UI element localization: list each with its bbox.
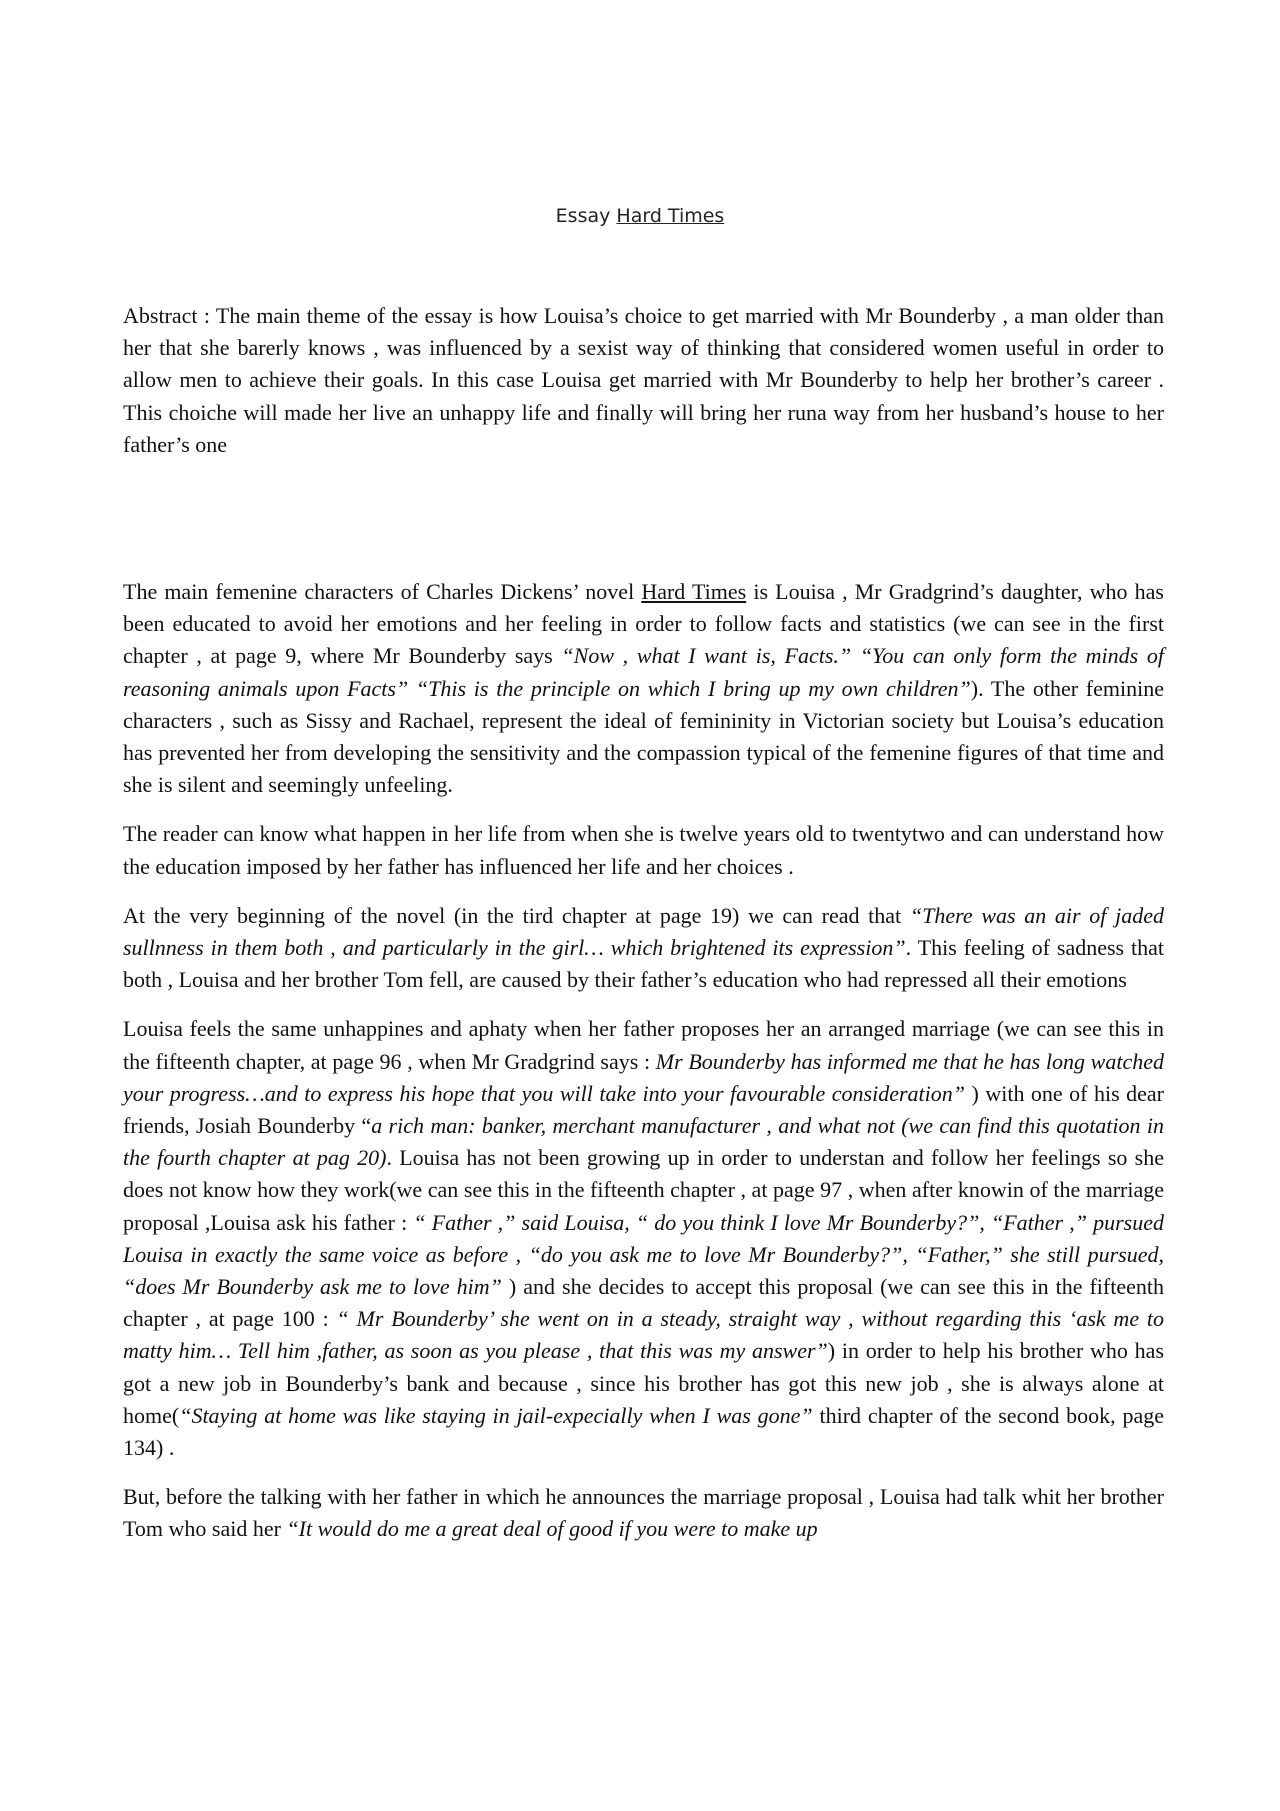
paragraph-1 xyxy=(123,576,1164,801)
paragraph-4 xyxy=(123,1013,1164,1464)
abstract-paragraph: Abstract : The main theme of the essay is how Louisa’s choice to get married with Mr Bounderby , a man older than her that she barerly knows , was influenced by a sexist way of thinking that considered women useful in order to allow men to achieve their goals. In this case Louisa get married with Mr Bounderby to help her brother’s career . This choiche will made her live an unhappy life and finally will bring her runa way from her husband’s house to her father’s one xyxy=(123,303,1164,457)
quotation: “Staying at home was like staying in jail-expecially when I was gone” xyxy=(179,1402,813,1428)
text-run: At the very beginning of the novel (in the tird chapter at page 19) we can read that xyxy=(123,902,910,928)
text-run: ). The other feminine characters , such as Sissy and Rachael, represent the ideal of femininity in Victorian society but Louisa’s education has prevented her from developing the sensitivity and the compassion typical of the femenine figures of that time and she is silent and seemingly unfeeling. xyxy=(123,675,1164,798)
paragraph-3 xyxy=(123,900,1164,997)
novel-title-reference: Hard Times xyxy=(641,579,747,604)
quotation: “ Father ,” said Louisa, “ do you think I love Mr Bounderby?”, “Father ,” pursued Louisa in exactly the same voice as before , “do you ask me to love Mr Bounderby?”, “Father,” she still pursued, “does Mr Bounderby ask me to love him” xyxy=(123,1209,1164,1300)
text-run: . Louisa has not been growing up in order to understan and follow her feelings so she does not know how they work(we can see this in the fifteenth chapter , at page 97 , when after knowin of the marriage proposal ,Louisa ask his father : xyxy=(123,1145,1164,1235)
text-run: is Louisa , Mr Gradgrind’s daughter, who has been educated to avoid her emotions and her feeling in order to follow facts and statistics (we can see in the first chapter , at page 9, where Mr Bounderby says xyxy=(123,579,1164,669)
paragraph-5 xyxy=(123,1481,1164,1545)
text-run: third chapter of the second book, page 134) . xyxy=(123,1402,1165,1461)
quotation: “It would do me a great deal of good if you were to make up xyxy=(286,1516,818,1542)
quotation: “There was an air of jaded sullnness in them both , and particularly in the girl… which brightened its expression” xyxy=(123,902,1164,961)
quotation: “ Mr Bounderby’ she went on in a steady, straight way , without regarding this ‘ask me to matty him… Tell him ,father, as soon as you please , that this was my answer” xyxy=(123,1306,1164,1364)
text-run: The main femenine characters of Charles Dickens’ novel xyxy=(123,579,642,604)
text-run: ) and she decides to accept this proposal (we can see this in the fifteenth chapter , at page 100 : xyxy=(123,1274,1164,1332)
title-underlined: Hard Times xyxy=(616,205,725,227)
essay-body xyxy=(123,576,1164,1563)
text-run: Louisa feels the same unhappines and aphaty when her father proposes her an arranged marriage (we can see this in the fifteenth chapter, at page 96 , when Mr Gradgrind says : xyxy=(123,1016,1164,1074)
text-run: ) in order to help his brother who has got a new job in Bounderby’s bank and because , since his brother has got this new job , she is always alone at home( xyxy=(123,1338,1164,1428)
text-run: But, before the talking with her father in which he announces the marriage proposal , Louisa had talk whit her brother Tom who said her xyxy=(123,1484,1164,1542)
quotation: Mr Bounderby has informed me that he has long watched your progress…and to express his hope that you will take into your favourable consideration” xyxy=(123,1048,1164,1106)
paragraph-2: The reader can know what happen in her life from when she is twelve years old to twentytwo and can understand how the education imposed by her father has influenced her life and her choices . xyxy=(123,821,1164,879)
page-title xyxy=(0,205,1280,227)
quotation: a rich man: banker, merchant manufacturer , and what not (we can find this quotation in the fourth chapter at pag 20) xyxy=(123,1113,1164,1171)
text-run: ) with one of his dear friends, Josiah Bounderby “ xyxy=(123,1080,1165,1139)
abstract-block xyxy=(123,300,1164,478)
text-run: . This feeling of sadness that both , Louisa and her brother Tom fell, are caused by their father’s education who had repressed all their emotions xyxy=(123,935,1165,993)
quotation: “Now , what I want is, Facts.” “You can only form the minds of reasoning animals upon Facts” “This is the principle on which I bring up my own children” xyxy=(123,643,1165,701)
title-prefix: Essay xyxy=(555,205,611,227)
